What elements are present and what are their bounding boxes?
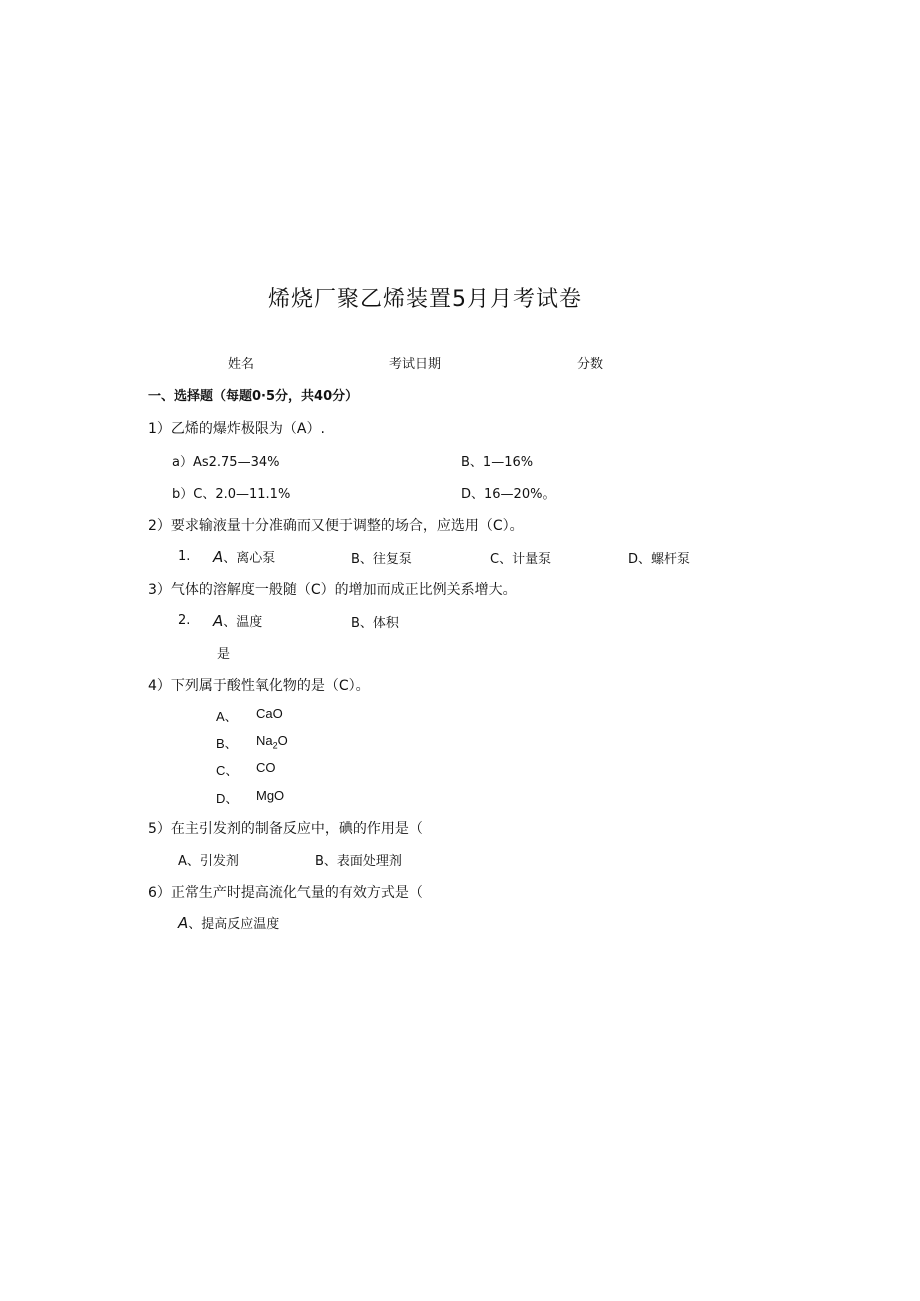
q3-option-a [213,611,262,630]
question-1: 1）乙烯的爆炸极限为（A）. [148,421,325,437]
q1-option-d: D、16—20%。 [461,487,556,502]
question-3: 3）气体的溶解度一般随（C）的增加而成正比例关系增大。 [148,582,517,598]
q2-option-d: D、螺杆泵 [628,552,691,567]
q3-number: 2. [178,613,191,628]
q4-option-b-value [256,733,288,751]
question-5: 5）在主引发剂的制备反应中，碘的作用是（ [148,821,423,837]
q3-extra-text: 是 [217,647,231,662]
q4-option-a-value: CaO [256,706,283,721]
question-6: 6）正常生产时提高流化气量的有效方式是（ [148,885,423,901]
q4-option-c-label: C、 [216,763,239,778]
q2-option-c: C、计量泵 [490,552,552,567]
name-label: 姓名 [228,357,255,372]
q2-option-b: B、往复泵 [351,552,412,567]
q6-option-a [178,913,279,932]
q1-option-b: B、1—16% [461,455,534,470]
q2-option-a-text: 、离心泵 [223,551,276,566]
q4-option-b-tail: O [277,733,288,748]
q4-option-d-label: D、 [216,791,239,806]
question-4: 4）下列属于酸性氧化物的是（C）。 [148,678,370,694]
q5-option-a: A、引发剂 [178,854,239,869]
q3-option-b: B、体积 [351,616,399,631]
page-title: 烯烧厂聚乙烯装置5月月考试卷 [268,287,582,312]
q6-option-a-letter: A [178,914,189,932]
q2-option-a-letter: A [213,548,224,566]
question-2: 2）要求输液量十分准确而又便于调整的场合，应选用（C）。 [148,518,524,534]
q3-option-a-text: 、温度 [223,615,263,630]
q4-option-b-sub: 2 [272,740,278,751]
q4-option-c-value: CO [256,760,276,775]
q2-number: 1. [178,549,191,564]
q4-option-b-label: B、 [216,736,238,751]
q3-option-a-letter: A [213,612,224,630]
q4-option-d-value: MgO [256,788,285,803]
q4-option-b-main: Na [256,733,273,748]
q2-option-a [213,547,275,566]
q5-option-b: B、表面处理剂 [315,854,402,869]
q6-option-a-text: 、提高反应温度 [188,917,280,932]
q4-option-a-label: A、 [216,709,238,724]
section-heading: 一、选择题（每题0·5分，共40分） [148,389,359,404]
q1-option-a: a）As2.75—34% [172,455,280,470]
exam-date-label: 考试日期 [389,357,442,372]
score-label: 分数 [577,357,604,372]
q1-option-c: b）C、2.0—11.1% [172,487,291,502]
